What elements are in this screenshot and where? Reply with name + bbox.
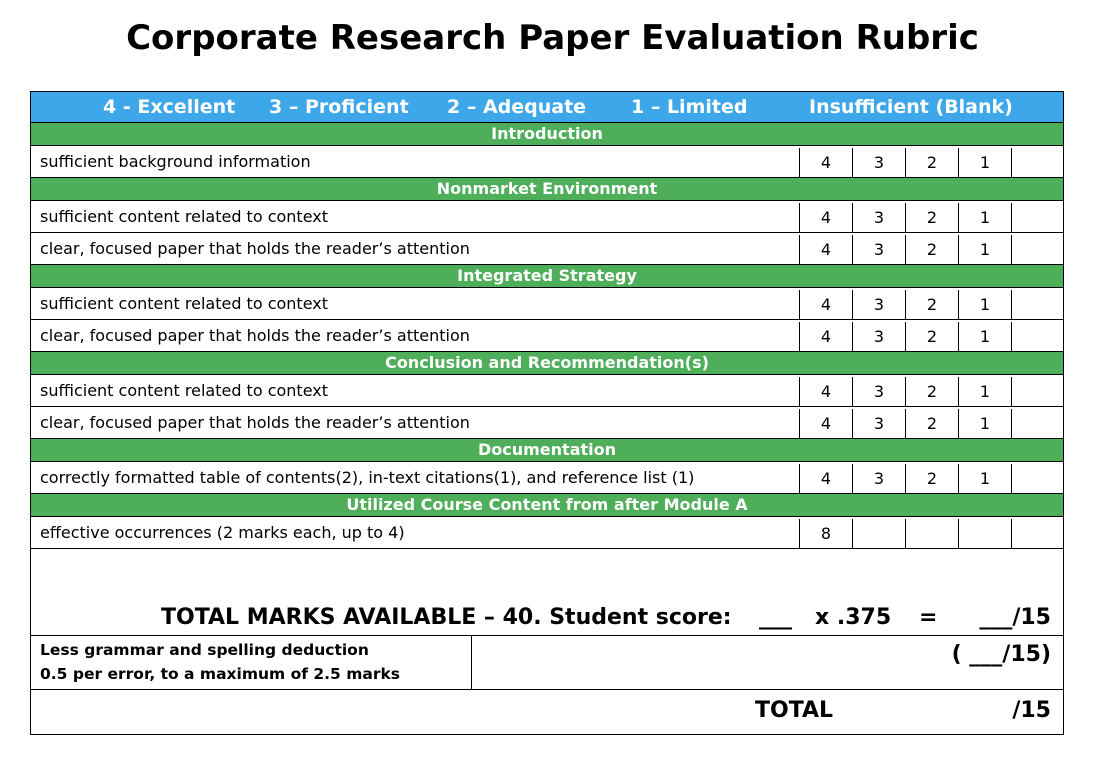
score-cell[interactable]: 3 [852,290,905,320]
score-cell[interactable]: 4 [799,203,852,233]
score-cell[interactable] [1011,203,1064,233]
legend-limited: 1 – Limited [631,96,748,118]
score-cell[interactable] [1011,148,1064,178]
score-cell[interactable]: 1 [958,290,1011,320]
score-cell[interactable]: 4 [799,464,852,494]
score-cell[interactable]: 4 [799,377,852,407]
criterion-label: clear, focused paper that holds the reader’s attention [40,239,470,258]
page-title: Corporate Research Paper Evaluation Rubric [126,18,979,58]
student-score-blank: ___ [759,605,792,630]
score-cell[interactable]: 3 [852,235,905,265]
score-cell[interactable]: 3 [852,464,905,494]
score-cell[interactable]: 3 [852,322,905,352]
score-cell[interactable]: 2 [905,464,958,494]
score-cell[interactable]: 1 [958,377,1011,407]
criterion-row [31,375,1063,407]
section-header: Integrated Strategy [31,264,1063,288]
score-cell[interactable]: 8 [799,519,852,549]
score-cell[interactable]: 1 [958,148,1011,178]
score-cell[interactable]: 1 [958,409,1011,439]
section-header: Conclusion and Recommendation(s) [31,351,1063,375]
criterion-row [31,462,1063,494]
multiplier: x .375 [815,605,892,630]
criterion-row [31,233,1063,265]
score-cell[interactable]: 2 [905,148,958,178]
score-cell[interactable]: 4 [799,290,852,320]
legend-proficient: 3 – Proficient [269,96,409,118]
score-cell[interactable]: 3 [852,409,905,439]
legend-insufficient: Insufficient (Blank) [809,96,1013,118]
score-cell[interactable]: 4 [799,409,852,439]
score-cell[interactable] [852,519,905,549]
grammar-label: Less grammar and spelling deduction [40,641,369,659]
column-divider [471,636,472,690]
criterion-row [31,517,1063,549]
criterion-row [31,288,1063,320]
score-cell[interactable]: 2 [905,322,958,352]
section-header: Utilized Course Content from after Module A [31,493,1063,517]
criterion-label: sufficient content related to context [40,294,329,313]
score-cell[interactable]: 4 [799,235,852,265]
scaled-score: ___/15 [979,605,1051,630]
score-cell[interactable]: 1 [958,464,1011,494]
score-cell[interactable]: 3 [852,203,905,233]
score-cell[interactable]: 4 [799,148,852,178]
grammar-deduction-row [31,636,1063,690]
final-total-label: TOTAL [755,698,834,723]
score-cell[interactable]: 1 [958,235,1011,265]
criterion-label: sufficient content related to context [40,207,329,226]
criterion-label: clear, focused paper that holds the reader’s attention [40,326,470,345]
score-cell[interactable]: 2 [905,235,958,265]
legend-adequate: 2 – Adequate [447,96,587,118]
score-cell[interactable]: 2 [905,290,958,320]
rubric-table [30,91,1064,735]
criterion-row [31,146,1063,178]
section-header: Introduction [31,122,1063,146]
score-cell[interactable]: 2 [905,409,958,439]
score-cell[interactable]: 1 [958,203,1011,233]
score-cell[interactable] [1011,519,1064,549]
criterion-label: sufficient content related to context [40,381,329,400]
rating-legend [31,92,1063,123]
score-cell[interactable]: 3 [852,148,905,178]
criterion-label: sufficient background information [40,152,311,171]
score-cell[interactable] [1011,377,1064,407]
grammar-deduction: ( ___/15) [951,642,1051,667]
criterion-label: correctly formatted table of contents(2), in-text citations(1), and reference list (1) [40,468,695,487]
score-cell[interactable]: 3 [852,377,905,407]
section-header: Documentation [31,438,1063,462]
score-cell[interactable]: 2 [905,377,958,407]
score-cell[interactable] [1011,464,1064,494]
score-cell[interactable]: 1 [958,322,1011,352]
section-header: Nonmarket Environment [31,177,1063,201]
equals-sign: = [919,605,938,630]
final-total-value: /15 [1012,698,1051,723]
score-cell[interactable] [905,519,958,549]
legend-excellent: 4 - Excellent [103,96,236,118]
criterion-label: effective occurrences (2 marks each, up to 4) [40,523,405,542]
score-cell[interactable] [958,519,1011,549]
score-cell[interactable]: 4 [799,322,852,352]
criterion-row [31,320,1063,352]
total-marks-row [31,602,1063,636]
score-cell[interactable] [1011,322,1064,352]
criterion-row [31,201,1063,233]
criterion-row [31,407,1063,439]
grammar-rule: 0.5 per error, to a maximum of 2.5 marks [40,665,400,683]
score-cell[interactable] [1011,290,1064,320]
score-cell[interactable] [1011,409,1064,439]
score-cell[interactable]: 2 [905,203,958,233]
criterion-label: clear, focused paper that holds the reader’s attention [40,413,470,432]
score-cell[interactable] [1011,235,1064,265]
final-total-row [31,690,1063,734]
total-marks-label: TOTAL MARKS AVAILABLE – 40. Student score: [161,605,732,630]
